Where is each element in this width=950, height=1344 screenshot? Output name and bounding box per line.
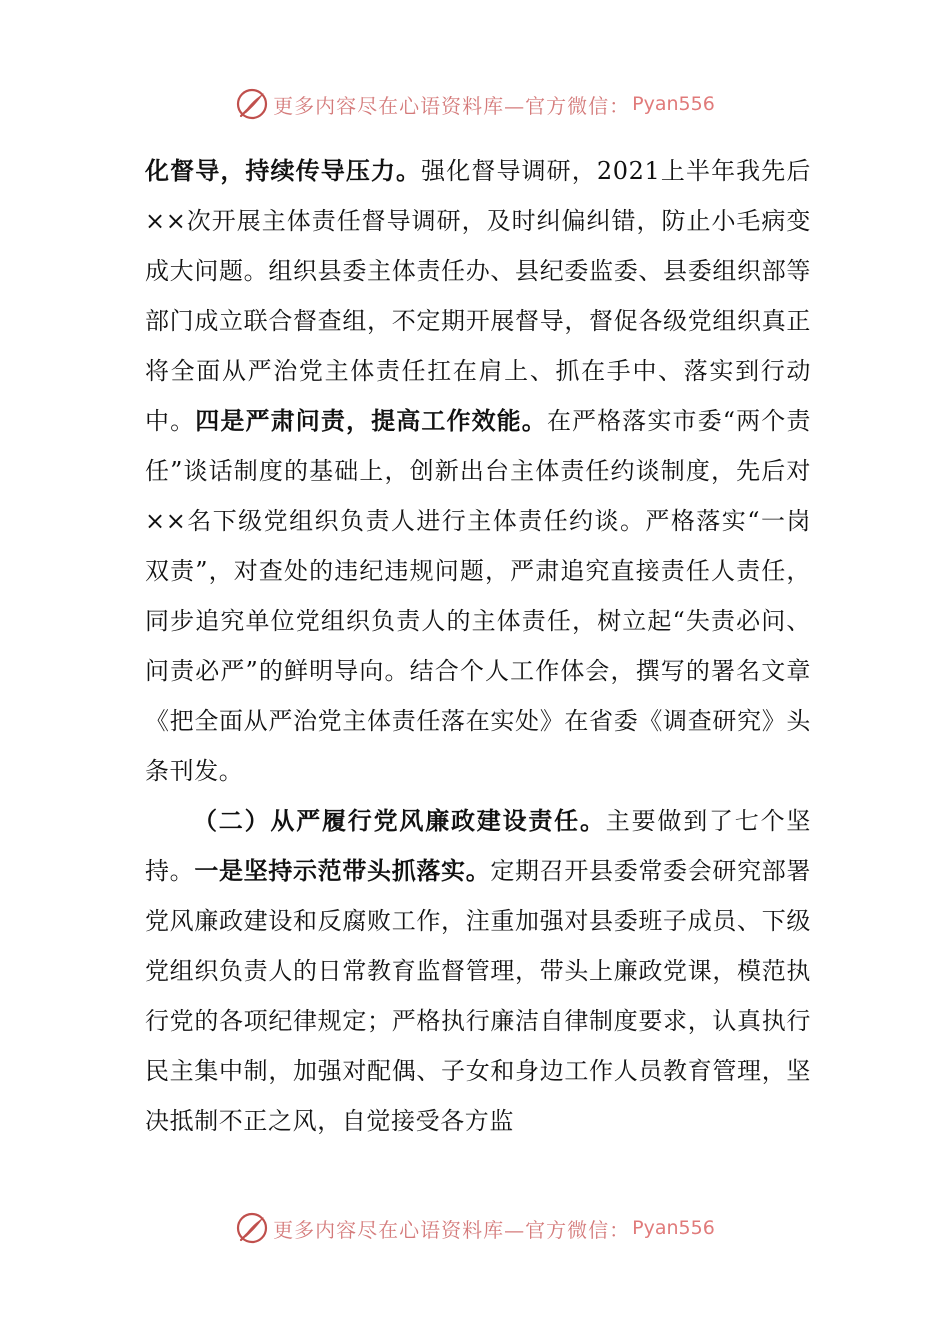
footer-watermark-banner	[0, 1208, 950, 1248]
banner-text: 更多内容尽在心语资料库—官方微信：	[273, 1217, 631, 1242]
document-body	[145, 146, 811, 1146]
paragraph-text: 在严格落实市委“两个责任”谈话制度的基础上，创新出台主体责任约谈制度，先后对××名下级党组织负责人进行主体责任约谈。严格落实“一岗双责”，对查处的违纪违规问题，严肃追究直接责任人责任，同步追究单位党组织负责人的主体责任，树立起“失责必问、问责必严”的鲜明导向。结合个人工作体会，撰写的署名文章《把全面从严治党主体责任落在实处》在省委《调查研究》头条刊发。	[145, 407, 812, 785]
banner-text: 更多内容尽在心语资料库—官方微信：	[273, 93, 631, 118]
paragraph-text: 主要做到了七个坚持。	[145, 807, 811, 885]
header-watermark-banner	[0, 84, 950, 124]
bold-lead: 化督导，持续传导压力。	[145, 156, 422, 185]
banner-wechat-id: Pyan556	[632, 1217, 715, 1239]
section-heading: （二）从严履行党风廉政建设责任。	[193, 806, 606, 835]
banner-wechat-id: Pyan556	[632, 93, 715, 115]
paragraph-text: 强化督导调研，2021上半年我先后××次开展主体责任督导调研，及时纠偏纠错，防止小毛病变成大问题。组织县委主体责任办、县纪委监委、县委组织部等部门成立联合督查组，不定期开展督导，督促各级党组织真正将全面从严治党主体责任扛在肩上、抓在手中、落实到行动中。	[145, 157, 811, 435]
paragraph-continued	[145, 146, 811, 796]
paragraph-section-two	[145, 796, 811, 1146]
bold-subheading: 一是坚持示范带头抓落实。	[194, 856, 491, 885]
quill-pen-logo-icon	[235, 87, 269, 121]
bold-subheading: 四是严肃问责，提高工作效能。	[195, 406, 547, 435]
quill-pen-logo-icon	[235, 1211, 269, 1245]
paragraph-text: 定期召开县委常委会研究部署党风廉政建设和反腐败工作，注重加强对县委班子成员、下级党组织负责人的日常教育监督管理，带头上廉政党课，模范执行党的各项纪律规定；严格执行廉洁自律制度要求，认真执行民主集中制，加强对配偶、子女和身边工作人员教育管理，坚决抵制不正之风，自觉接受各方监	[145, 857, 811, 1135]
